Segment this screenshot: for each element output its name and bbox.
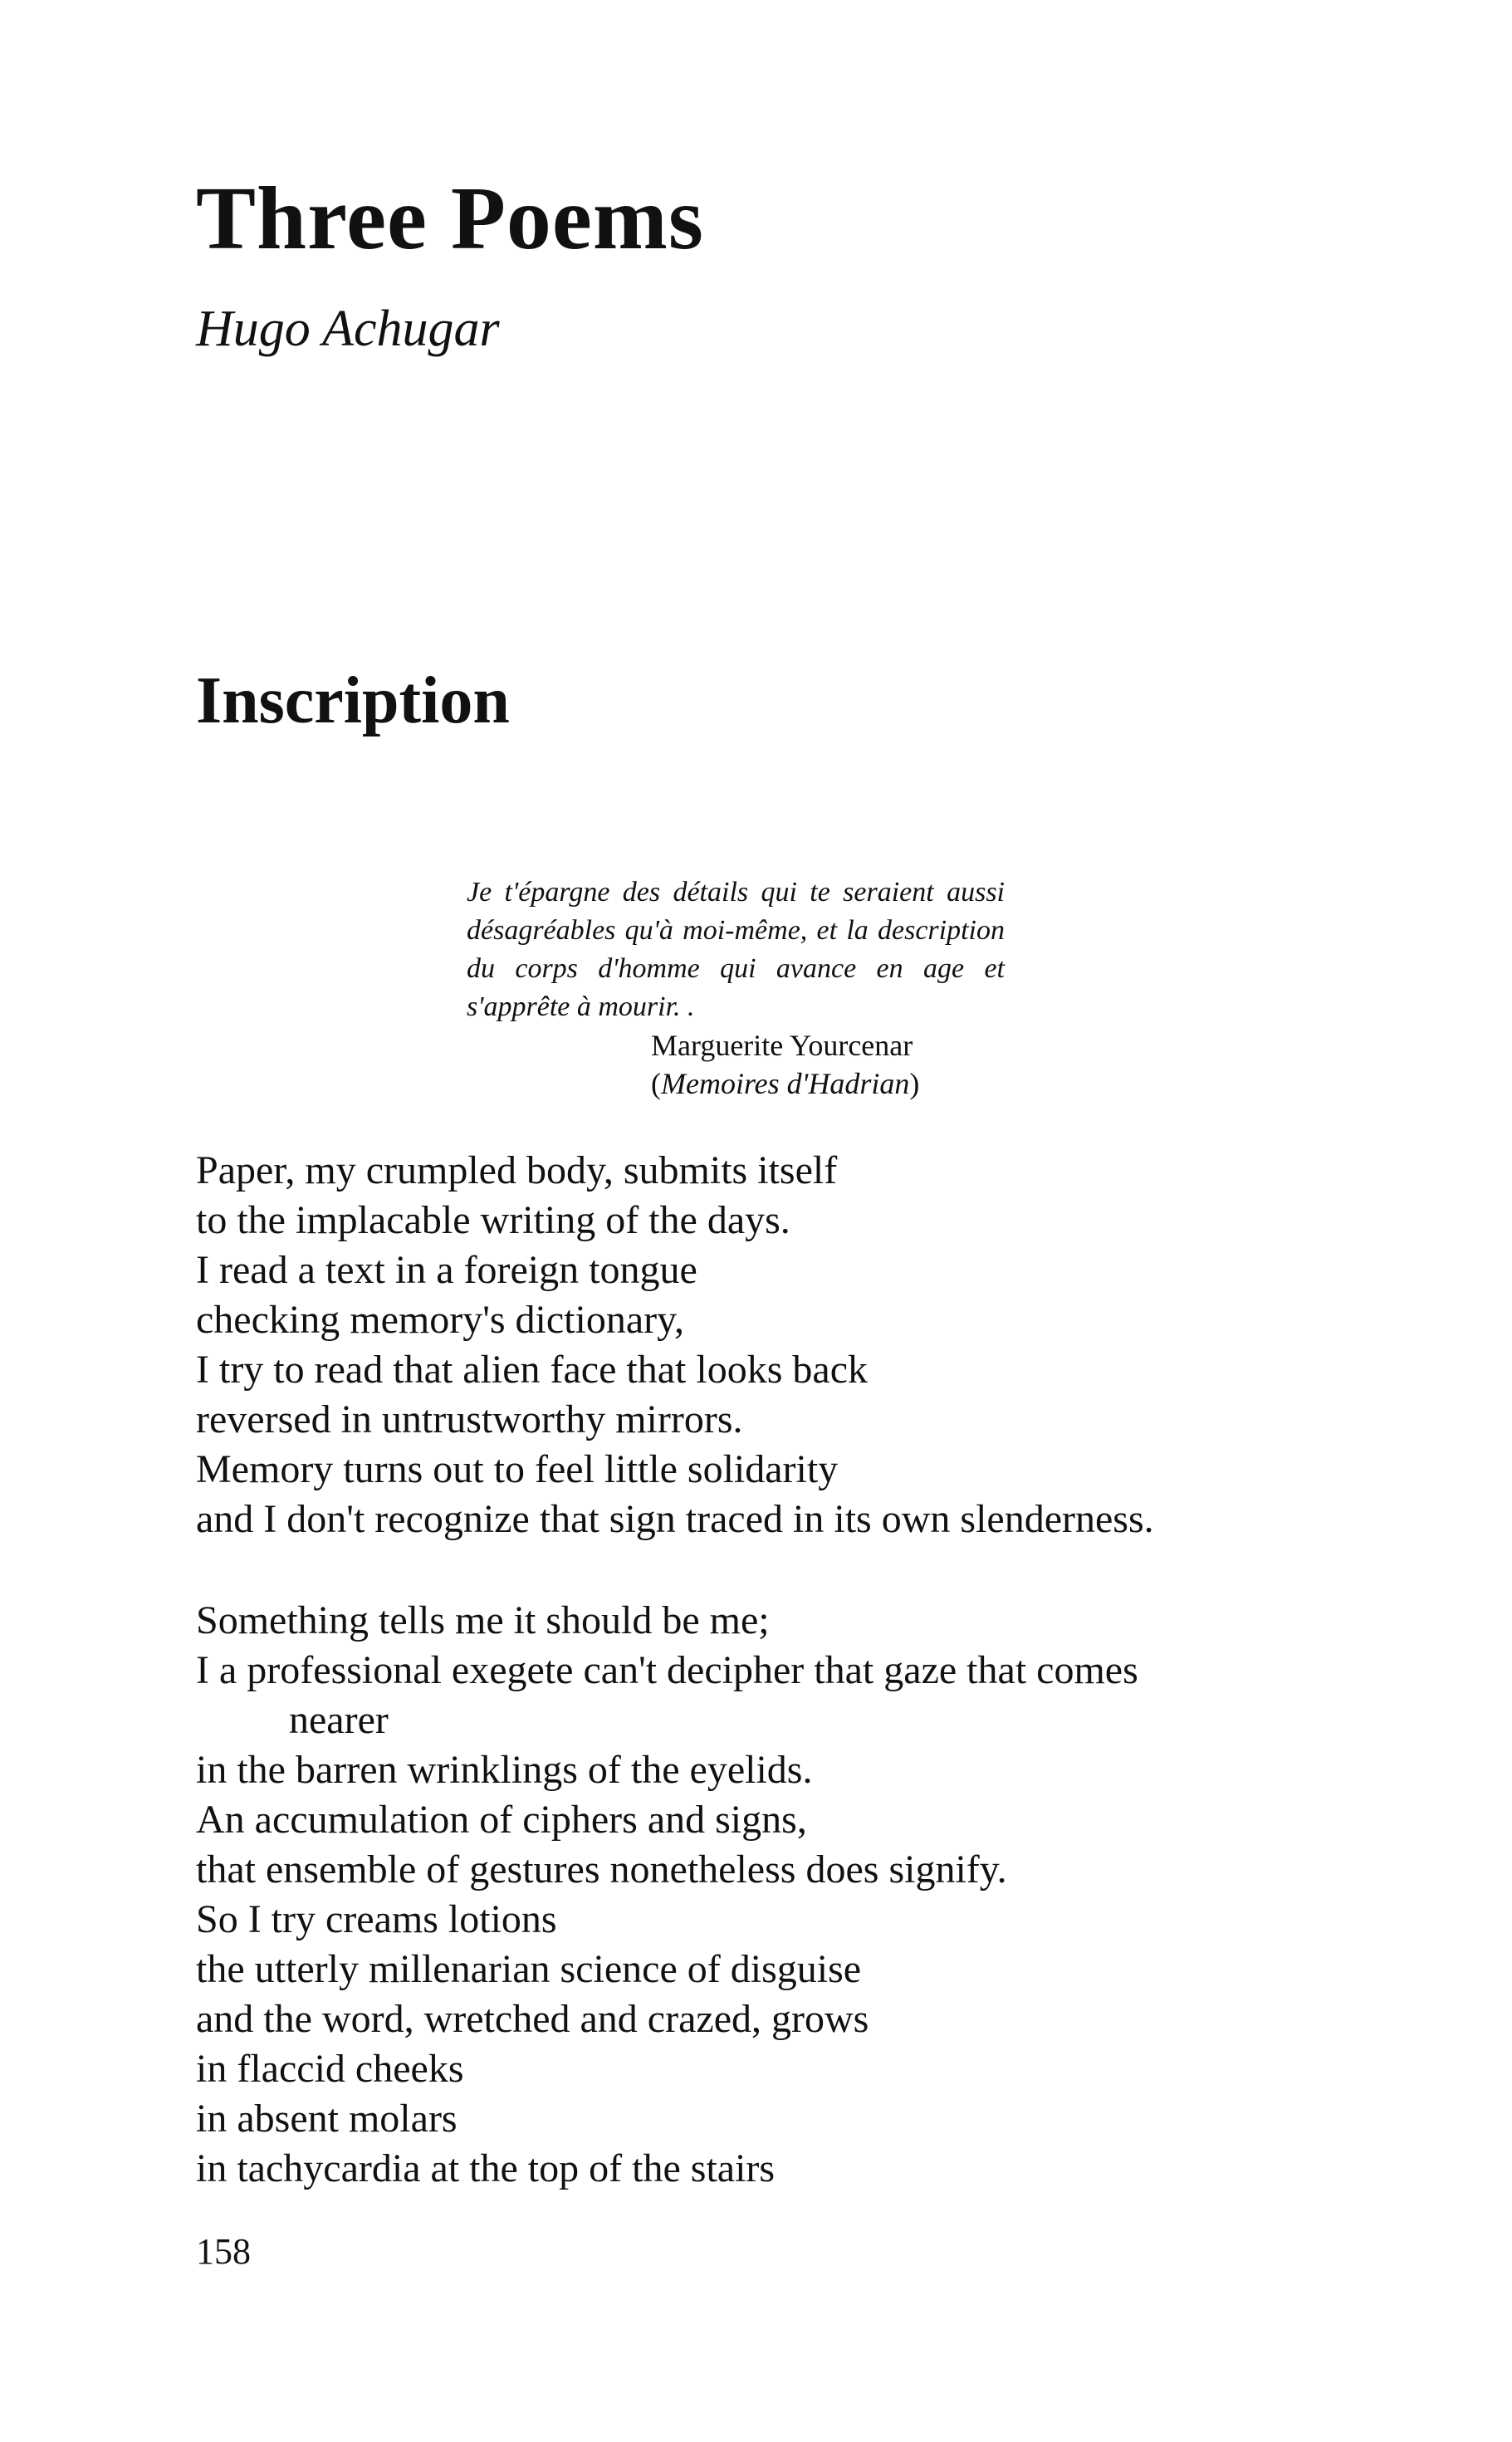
epigraph-work	[467, 1064, 1005, 1103]
poem-line: in flaccid cheeks	[196, 2047, 464, 2091]
author-name: Hugo Achugar	[196, 301, 500, 357]
poem-line: checking memory's dictionary,	[196, 1298, 685, 1342]
poem-line: in tachycardia at the top of the stairs	[196, 2146, 776, 2190]
poem-line: Memory turns out to feel little solidarity	[196, 1447, 839, 1491]
poem-line: and I don't recognize that sign traced in its own slenderness.	[196, 1497, 1154, 1541]
poem-line: Something tells me it should be me;	[196, 1598, 770, 1642]
epigraph-work-open: (	[651, 1067, 661, 1100]
poem-line: I a professional exegete can't decipher that gaze that comes	[196, 1648, 1138, 1692]
poem-line: the utterly millenarian science of disguise	[196, 1947, 862, 1991]
poem-line: So I try creams lotions	[196, 1897, 557, 1941]
page-number: 158	[196, 2231, 251, 2272]
epigraph-work-close: )	[909, 1067, 920, 1100]
poem-line: reversed in untrustworthy mirrors.	[196, 1397, 743, 1441]
poem-line: An accumulation of ciphers and signs,	[196, 1798, 807, 1842]
collection-title: Three Poems	[196, 169, 704, 268]
poem-line: I try to read that alien face that looks back	[196, 1348, 868, 1392]
poem-line-continuation: nearer	[289, 1698, 389, 1742]
stanza-1	[196, 1146, 1154, 1544]
poem-line: that ensemble of gestures nonetheless does signify.	[196, 1847, 1007, 1891]
epigraph-work-title: Memoires d'Hadrian	[661, 1067, 910, 1100]
epigraph-quote: Je t'épargne des détails qui te seraient aussi désagréables qu'à moi-même, et la description du corps d'homme qui avance en age et s'apprête à mourir. .	[467, 877, 1005, 1022]
poem-line: Paper, my crumpled body, submits itself	[196, 1148, 838, 1192]
epigraph-author: Marguerite Yourcenar	[651, 1029, 913, 1062]
poem-line: and the word, wretched and crazed, grows	[196, 1997, 869, 2041]
epigraph	[467, 874, 1005, 1103]
poem-line: in the barren wrinklings of the eyelids.	[196, 1748, 813, 1792]
stanza-2	[196, 1596, 1138, 2194]
poem-title: Inscription	[196, 664, 510, 737]
poem-line: I read a text in a foreign tongue	[196, 1248, 697, 1292]
poem-line: to the implacable writing of the days.	[196, 1198, 790, 1242]
poem-line: in absent molars	[196, 2097, 458, 2141]
